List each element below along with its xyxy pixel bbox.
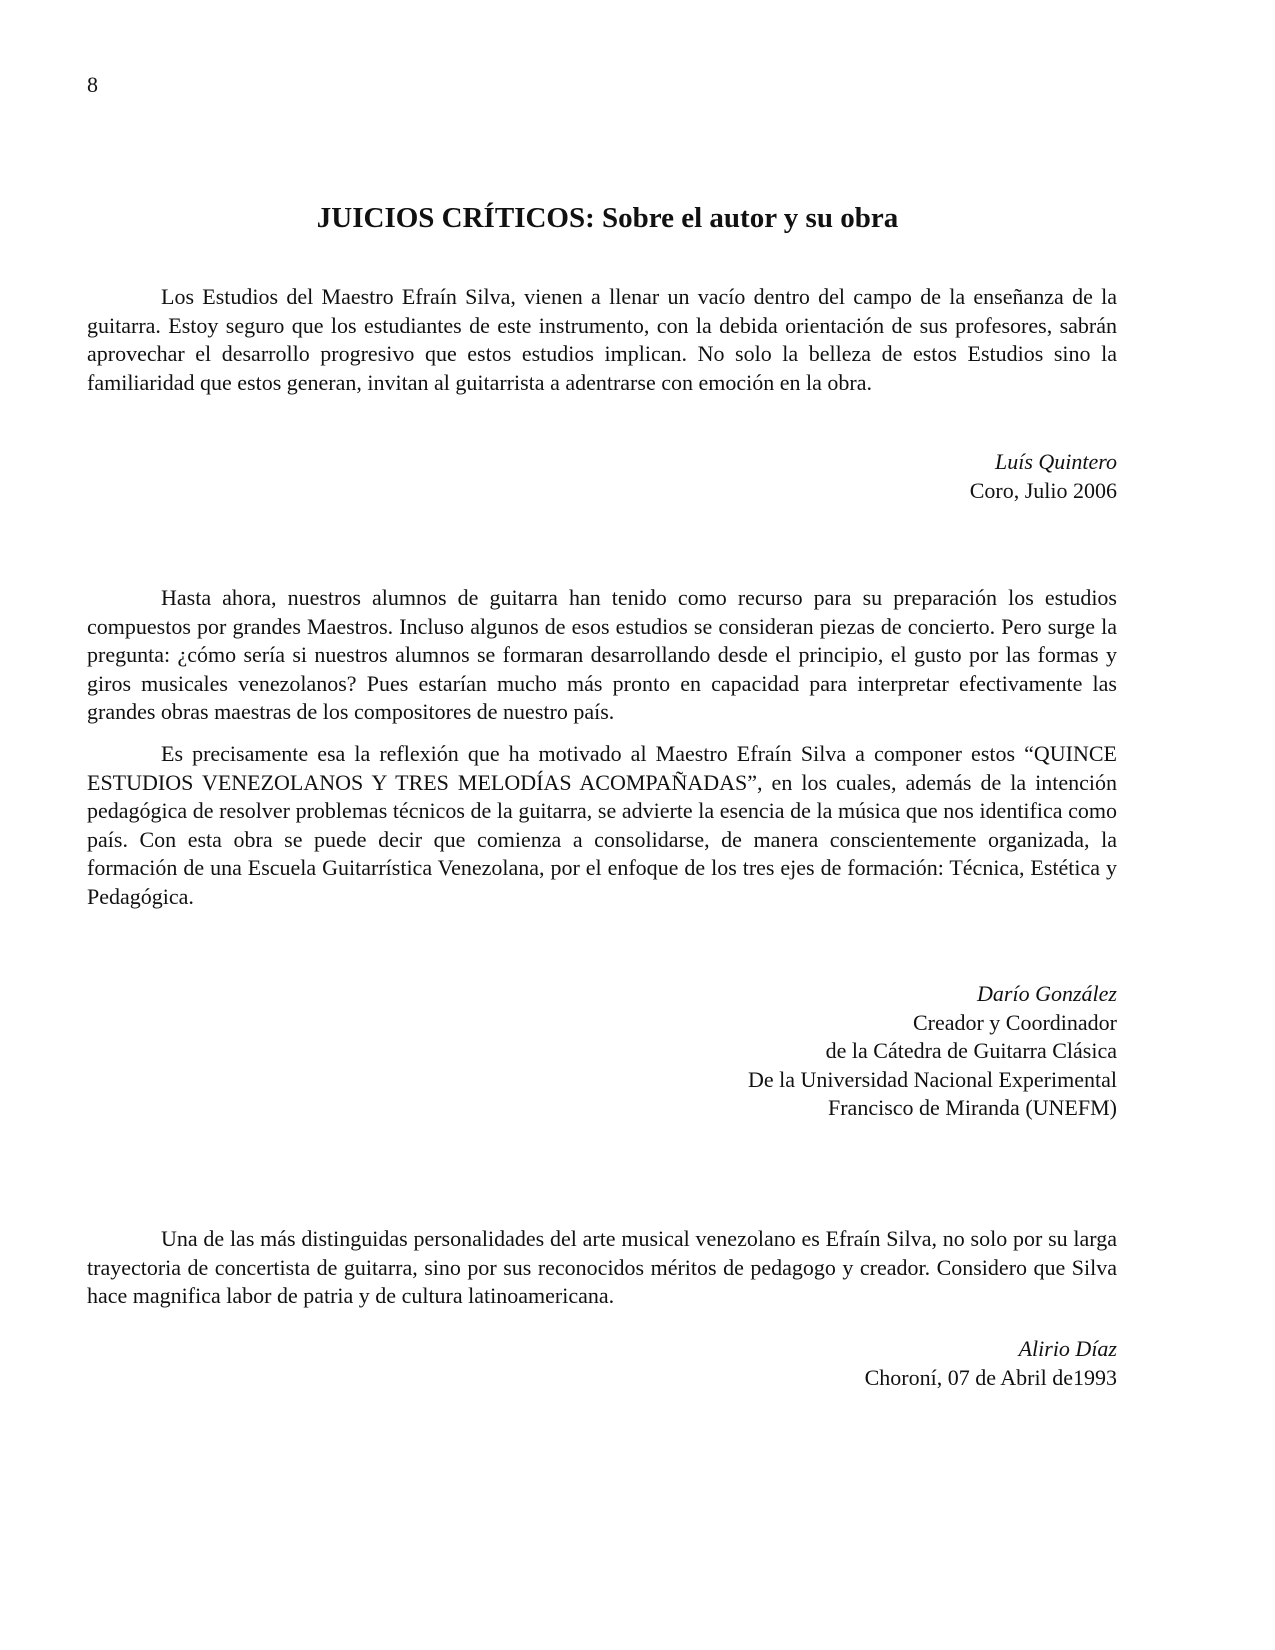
critique-quintero-text xyxy=(87,283,1117,397)
author-name: Luís Quintero xyxy=(994,449,1117,474)
signature-detail: Creador y Coordinador xyxy=(912,1009,1117,1035)
signature-diaz xyxy=(87,1335,1117,1392)
author-name: Alirio Díaz xyxy=(1018,1336,1117,1361)
signature-gonzalez xyxy=(87,980,1117,1123)
critique-gonzalez-text xyxy=(87,584,1117,912)
signature-detail: De la Universidad Nacional Experimental xyxy=(748,1066,1117,1092)
signature-detail: Coro, Julio 2006 xyxy=(969,477,1117,503)
critique-paragraph: Una de las más distinguidas personalidades del arte musical venezolano es Efraín Silva, no solo por su larga trayectoria de concertista de guitarra, sino por sus reconocidos méritos de pedagogo y creador. Considero que Silva hace magnifica labor de patria y de cultura latinoamericana. xyxy=(87,1226,1117,1309)
critique-paragraph: Los Estudios del Maestro Efraín Silva, vienen a llenar un vacío dentro del campo de la enseñanza de la guitarra. Estoy seguro que los estudiantes de este instrumento, con la debida orientación de sus profesores, sabrán aprovechar el desarrollo progresivo que estos estudios implican. No solo la belleza de estos Estudios sino la familiaridad que estos generan, invitan al guitarrista a adentrarse con emoción en la obra. xyxy=(87,284,1117,395)
page-number: 8 xyxy=(87,72,98,97)
page-title: JUICIOS CRÍTICOS: Sobre el autor y su obra xyxy=(316,202,899,234)
signature-quintero xyxy=(87,448,1117,505)
critique-diaz-text xyxy=(87,1225,1117,1311)
author-name: Darío González xyxy=(977,981,1117,1006)
signature-detail: de la Cátedra de Guitarra Clásica xyxy=(825,1038,1117,1064)
signature-detail: Francisco de Miranda (UNEFM) xyxy=(828,1095,1117,1121)
signature-detail: Choroní, 07 de Abril de1993 xyxy=(864,1364,1117,1390)
critique-paragraph: Hasta ahora, nuestros alumnos de guitarra han tenido como recurso para su preparación los estudios compuestos por grandes Maestros. Incluso algunos de esos estudios se consideran piezas de concierto. Pero surge la pregunta: ¿cómo sería si nuestros alumnos se formaran desarrollando desde el principio, el gusto por las formas y giros musicales venezolanos? Pues estarían mucho más pronto en capacidad para interpretar efectivamente las grandes obras maestras de los compositores de nuestro país. xyxy=(87,585,1117,725)
critique-paragraph: Es precisamente esa la reflexión que ha motivado al Maestro Efraín Silva a componer estos “QUINCE ESTUDIOS VENEZOLANOS Y TRES MELODÍAS ACOMPAÑADAS”, en los cuales, además de la intención pedagógica de resolver problemas técnicos de la guitarra, se advierte la esencia de la música que nos identifica como país. Con esta obra se puede decir que comienza a consolidarse, de manera conscientemente organizada, la formación de una Escuela Guitarrística Venezolana, por el enfoque de los tres ejes de formación: Técnica, Estética y Pedagógica. xyxy=(87,740,1117,909)
